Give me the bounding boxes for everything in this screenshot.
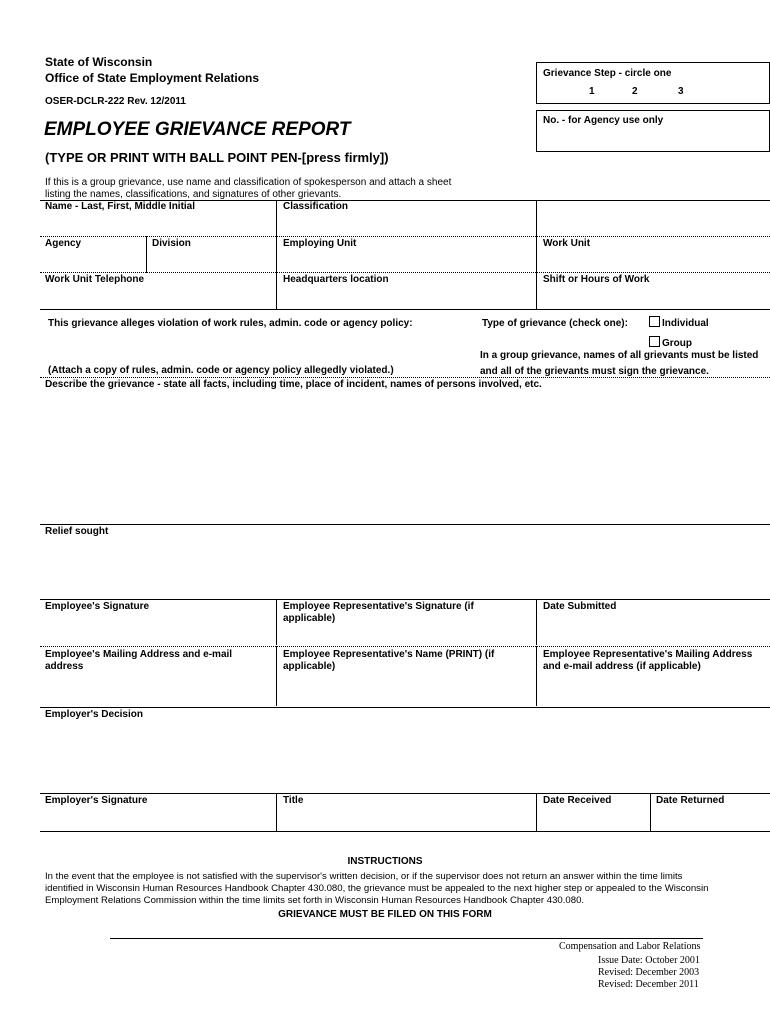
mailing-label-1: Employee's Mailing Address and e-mail <box>45 649 233 660</box>
name-field-label: Name - Last, First, Middle Initial <box>45 201 196 212</box>
form-id: OSER-DCLR-222 Rev. 12/2011 <box>45 96 186 107</box>
shift-input[interactable] <box>537 286 769 308</box>
employer-decision-label: Employer's Decision <box>45 709 143 720</box>
date-received-input[interactable] <box>537 808 649 830</box>
employee-signature-input[interactable] <box>40 614 276 644</box>
form-subtitle: (TYPE OR PRINT WITH BALL POINT PEN-[press firmly]) <box>45 150 389 165</box>
rep-mailing-input[interactable] <box>537 674 769 704</box>
employer-decision-input[interactable] <box>40 722 769 792</box>
date-submitted-input[interactable] <box>537 614 769 644</box>
group-option-label: Group <box>662 338 692 349</box>
classification-input[interactable] <box>277 212 535 236</box>
shift-field-label: Shift or Hours of Work <box>543 274 650 285</box>
agency-use-label: No. - for Agency use only <box>543 115 664 126</box>
step-2-option[interactable]: 2 <box>632 86 638 97</box>
state-name: State of Wisconsin <box>45 55 153 69</box>
rep-name-input[interactable] <box>277 674 535 704</box>
instructions-heading: INSTRUCTIONS <box>347 856 423 867</box>
footer-org: Compensation and Labor Relations <box>559 941 701 952</box>
describe-input[interactable] <box>40 392 769 522</box>
form-title: EMPLOYEE GRIEVANCE REPORT <box>44 119 351 140</box>
employee-signature-label: Employee's Signature <box>45 601 150 612</box>
employing-unit-field-label: Employing Unit <box>283 238 357 249</box>
rep-name-label-2: applicable) <box>283 661 336 672</box>
mailing-label-2: address <box>45 661 84 672</box>
division-input[interactable] <box>147 250 275 272</box>
mailing-address-input[interactable] <box>40 674 276 704</box>
work-unit-input[interactable] <box>537 250 769 272</box>
relief-input[interactable] <box>40 539 769 597</box>
filing-requirement: GRIEVANCE MUST BE FILED ON THIS FORM <box>278 909 492 920</box>
date-submitted-label: Date Submitted <box>543 601 617 612</box>
describe-label: Describe the grievance - state all facts, including time, place of incident, names of persons involved, etc. <box>45 379 542 390</box>
rep-name-label-1: Employee Representative's Name (PRINT) (if <box>283 649 495 660</box>
title-input[interactable] <box>277 808 535 830</box>
work-unit-field-label: Work Unit <box>543 238 591 249</box>
employing-unit-input[interactable] <box>277 250 535 272</box>
rep-mailing-label-1: Employee Representative's Mailing Address <box>543 649 753 660</box>
classification-field-label: Classification <box>283 201 349 212</box>
group-note-line2: listing the names, classifications, and signatures of other grievants. <box>45 189 342 200</box>
step-1-option[interactable]: 1 <box>589 86 595 97</box>
title-label: Title <box>283 795 304 806</box>
footer-revised-2003: Revised: December 2003 <box>598 967 700 978</box>
attach-note: (Attach a copy of rules, admin. code or agency policy allegedly violated.) <box>48 365 394 376</box>
instructions-line-2: identified in Wisconsin Human Resources Handbook Chapter 430.080, the grievance must be appealed to the next higher step or appealed to the Wisconsin <box>45 883 709 894</box>
group-grievance-note-1: In a group grievance, names of all grievants must be listed <box>480 350 759 361</box>
date-returned-input[interactable] <box>651 808 769 830</box>
group-grievance-note-2: and all of the grievants must sign the grievance. <box>480 366 709 377</box>
date-returned-label: Date Returned <box>656 795 725 806</box>
date-received-label: Date Received <box>543 795 612 806</box>
employer-signature-label: Employer's Signature <box>45 795 148 806</box>
step-3-option[interactable]: 3 <box>678 86 684 97</box>
headquarters-field-label: Headquarters location <box>283 274 389 285</box>
agency-field-label: Agency <box>45 238 82 249</box>
violation-label: This grievance alleges violation of work rules, admin. code or agency policy: <box>48 318 413 329</box>
rep-signature-input[interactable] <box>277 626 535 644</box>
group-checkbox[interactable] <box>649 336 660 347</box>
division-field-label: Division <box>152 238 191 249</box>
headquarters-input[interactable] <box>277 286 535 308</box>
name-input[interactable] <box>40 212 276 236</box>
rep-signature-label-2: applicable) <box>283 613 336 624</box>
violation-input[interactable] <box>40 332 470 362</box>
rep-signature-label-1: Employee Representative's Signature (if <box>283 601 474 612</box>
relief-label: Relief sought <box>45 526 109 537</box>
telephone-field-label: Work Unit Telephone <box>45 274 145 285</box>
individual-checkbox[interactable] <box>649 316 660 327</box>
telephone-input[interactable] <box>40 286 276 308</box>
agency-input[interactable] <box>40 250 145 272</box>
individual-option-label: Individual <box>662 318 709 329</box>
office-name: Office of State Employment Relations <box>45 71 260 85</box>
grievance-step-label: Grievance Step - circle one <box>543 68 672 79</box>
footer-issue-date: Issue Date: October 2001 <box>598 955 700 966</box>
group-note-line1: If this is a group grievance, use name and classification of spokesperson and attach a sheet <box>45 177 452 188</box>
footer-revised-2011: Revised: December 2011 <box>598 979 699 990</box>
employer-signature-input[interactable] <box>40 808 276 830</box>
instructions-line-3: Employment Relations Commission within the time limits set forth in Wisconsin Human Resources Handbook Chapter 430.080. <box>45 895 585 906</box>
grievance-type-label: Type of grievance (check one): <box>482 318 628 329</box>
instructions-line-1: In the event that the employee is not satisfied with the supervisor's written decision, or if the supervisor does not return an answer within the time limits <box>45 871 683 882</box>
rep-mailing-label-2: and e-mail address (if applicable) <box>543 661 701 672</box>
